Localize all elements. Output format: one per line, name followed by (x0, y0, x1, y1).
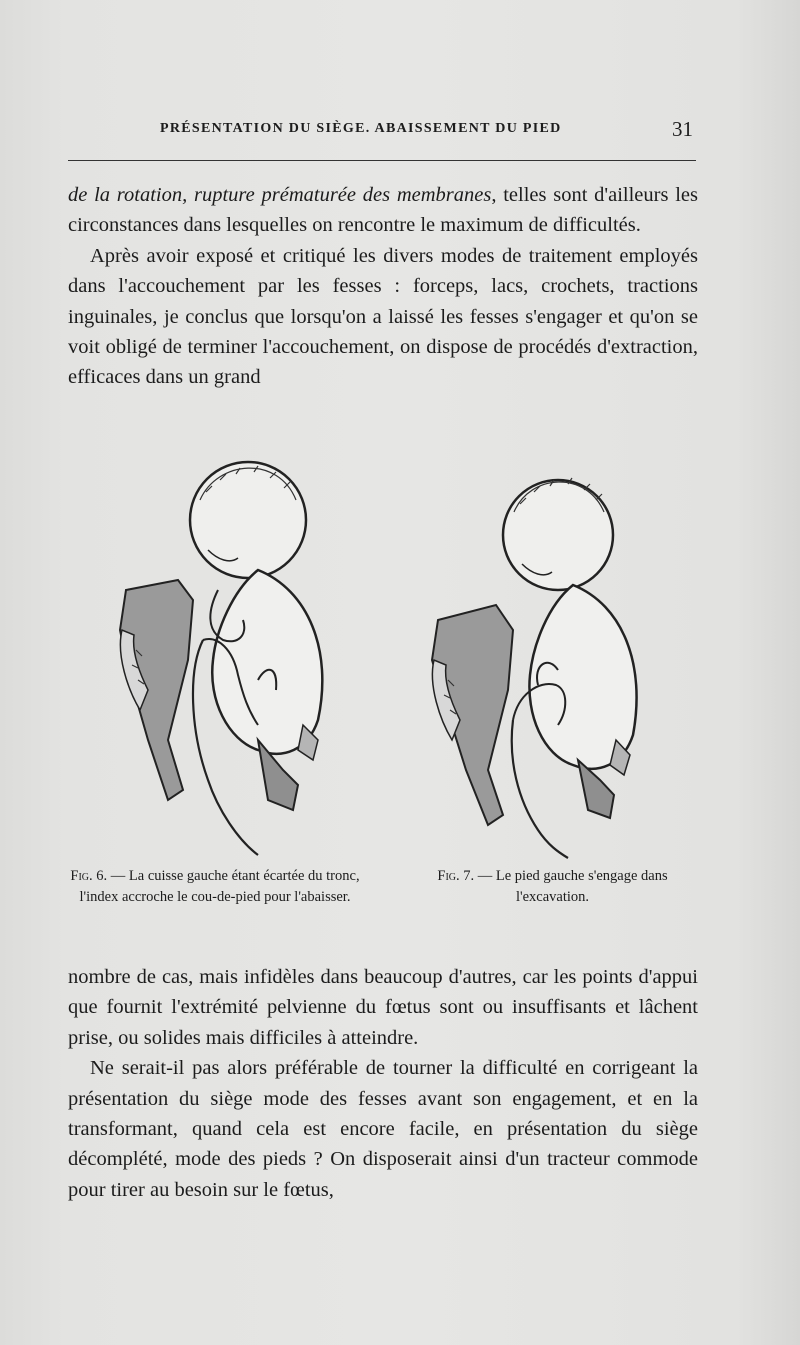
figure-7-caption (400, 866, 705, 908)
fetus-breech-index-hook-icon (108, 440, 348, 860)
paragraph-1 (68, 180, 698, 241)
figure-6-caption (60, 866, 370, 908)
figure-6-caption-text: — La cuisse gauche étant écartée du tronc, l'index accroche le cou-de-pied pour l'abaisser. (79, 868, 360, 905)
fetus-foot-engaging-icon (418, 440, 658, 860)
body-text-top (68, 180, 698, 393)
body-text-bottom (68, 962, 698, 1205)
paragraph-3: nombre de cas, mais infidèles dans beaucoup d'autres, car les points d'appui que fournit l'extrémité pelvienne du fœtus sont ou insuffisants et lâchent prise, ou solides mais difficiles à atteindre. (68, 966, 698, 1049)
page-number: 31 (672, 117, 693, 141)
paragraph-1-rest: , telles sont d'ailleurs les circonstances dans lesquelles on rencontre le maximum de difficultés. (68, 184, 698, 237)
figure-7-caption-text: — Le pied gauche s'engage dans l'excavation. (474, 868, 668, 905)
paragraph-2: Après avoir exposé et critiqué les divers modes de traitement employés dans l'accouchement par les fesses : forceps, lacs, crochets, tractions inguinales, je conclus que lorsqu'on a laissé les fesses s'engager et qu'on se voit obligé de terminer l'accouchement, on dispose de procédés d'extraction, efficaces dans un grand (68, 244, 698, 389)
figure-6-label: Fig. 6. (70, 868, 108, 884)
paragraph-4: Ne serait-il pas alors préférable de tourner la difficulté en corrigeant la présentation du siège mode des fesses avant son engagement, et en la transformant, quand cela est encore facile, en présentation du siège décomplété, mode des pieds ? On disposerait ainsi d'un tracteur commode pour tirer au besoin sur le fœtus, (68, 1057, 698, 1201)
paragraph-1-italic: de la rotation, rupture prématurée des membranes (68, 184, 492, 206)
figure-6-illustration (108, 440, 348, 860)
running-title: PRÉSENTATION DU SIÈGE. ABAISSEMENT DU PIED (160, 121, 562, 136)
figure-7-label: Fig. 7. (437, 868, 475, 884)
figure-7-illustration (418, 440, 658, 860)
header-rule (68, 160, 696, 161)
